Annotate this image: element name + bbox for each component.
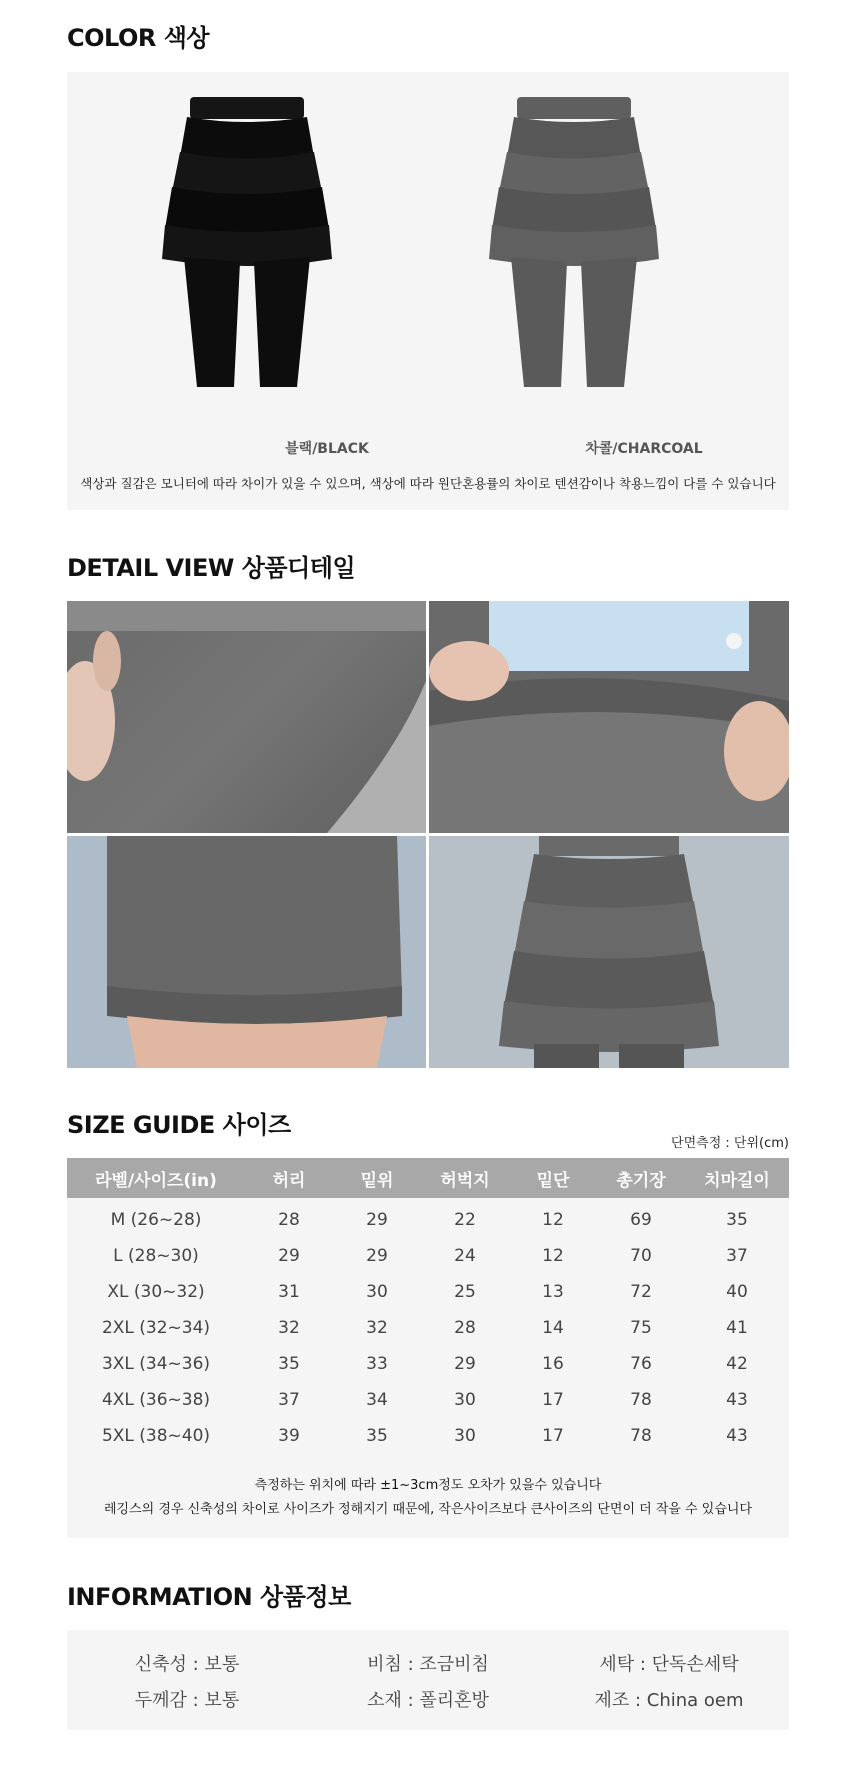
table-cell: 69 <box>630 1210 652 1230</box>
col-header: 밑단 <box>509 1158 597 1198</box>
table-cell: 14 <box>542 1318 564 1338</box>
size-label: 3XL (34~36) <box>101 1354 211 1374</box>
table-cell: 40 <box>726 1282 748 1302</box>
info-panel <box>67 1630 789 1730</box>
table-cell: 75 <box>630 1318 652 1338</box>
table-cell: 13 <box>542 1282 564 1302</box>
table-cell: 76 <box>630 1354 652 1374</box>
table-cell: 29 <box>366 1210 388 1230</box>
table-cell: 31 <box>278 1282 300 1302</box>
color-panel <box>67 72 789 510</box>
table-cell: 28 <box>454 1318 476 1338</box>
table-cell: 32 <box>278 1318 300 1338</box>
info-washing: 세탁 : 단독손세탁 <box>599 1654 739 1675</box>
info-stretch: 신축성 : 보통 <box>134 1654 240 1675</box>
table-row <box>67 1274 789 1310</box>
table-cell: 12 <box>542 1210 564 1230</box>
table-row <box>67 1382 789 1418</box>
table-cell: 30 <box>454 1390 476 1410</box>
table-cell: 41 <box>726 1318 748 1338</box>
col-header: 치마길이 <box>685 1158 789 1198</box>
table-cell: 30 <box>454 1426 476 1446</box>
table-cell: 28 <box>278 1210 300 1230</box>
table-cell: 33 <box>366 1354 388 1374</box>
detail-heading: DETAIL VIEW 상품디테일 <box>67 554 356 582</box>
table-cell: 42 <box>726 1354 748 1374</box>
info-sheerness: 비침 : 조금비침 <box>367 1654 489 1675</box>
black-pants-image <box>162 97 332 387</box>
size-label: M (26~28) <box>110 1210 202 1230</box>
table-row <box>67 1346 789 1382</box>
charcoal-label: 차콜/CHARCOAL <box>585 441 703 457</box>
table-row <box>67 1238 789 1274</box>
table-cell: 29 <box>454 1354 476 1374</box>
table-cell: 43 <box>726 1390 748 1410</box>
table-cell: 70 <box>630 1246 652 1266</box>
size-table-header <box>67 1158 789 1198</box>
info-manufacture: 제조 : China oem <box>594 1690 744 1711</box>
table-cell: 35 <box>726 1210 748 1230</box>
info-material: 소재 : 폴리혼방 <box>367 1690 489 1711</box>
detail-photo-fabric-stretch <box>67 601 426 833</box>
table-cell: 32 <box>366 1318 388 1338</box>
table-cell: 12 <box>542 1246 564 1266</box>
table-cell: 30 <box>366 1282 388 1302</box>
info-heading: INFORMATION 상품정보 <box>67 1583 351 1611</box>
table-cell: 35 <box>366 1426 388 1446</box>
table-cell: 72 <box>630 1282 652 1302</box>
unit-note: 단면측정 : 단위(cm) <box>671 1136 789 1151</box>
size-note-2: 레깅스의 경우 신축성의 차이로 사이즈가 정해지기 때문에, 작은사이즈보다 큰사이즈의 단면이 더 작을 수 있습니다 <box>103 1502 753 1517</box>
table-cell: 43 <box>726 1426 748 1446</box>
table-cell: 37 <box>278 1390 300 1410</box>
color-heading: COLOR 색상 <box>67 24 210 52</box>
table-cell: 78 <box>630 1426 652 1446</box>
detail-photo-ruffles <box>429 836 789 1068</box>
table-cell: 39 <box>278 1426 300 1446</box>
col-header: 허벅지 <box>421 1158 509 1198</box>
table-cell: 16 <box>542 1354 564 1374</box>
table-cell: 24 <box>454 1246 476 1266</box>
col-header: 총기장 <box>597 1158 685 1198</box>
col-header: 허리 <box>245 1158 333 1198</box>
size-label: 4XL (36~38) <box>101 1390 211 1410</box>
size-label: 2XL (32~34) <box>101 1318 211 1338</box>
table-cell: 17 <box>542 1390 564 1410</box>
detail-photo-waistband <box>429 601 789 833</box>
table-cell: 22 <box>454 1210 476 1230</box>
charcoal-pants-image <box>489 97 659 387</box>
table-cell: 29 <box>366 1246 388 1266</box>
info-thickness: 두께감 : 보통 <box>134 1690 240 1711</box>
table-row <box>67 1418 789 1454</box>
table-cell: 78 <box>630 1390 652 1410</box>
col-header: 밑위 <box>333 1158 421 1198</box>
size-label: 5XL (38~40) <box>101 1426 211 1446</box>
size-label: L (28~30) <box>113 1246 199 1266</box>
table-cell: 29 <box>278 1246 300 1266</box>
black-label: 블랙/BLACK <box>285 441 369 457</box>
table-row <box>67 1310 789 1346</box>
size-table <box>67 1158 789 1454</box>
table-cell: 37 <box>726 1246 748 1266</box>
col-header: 라벨/사이즈(in) <box>67 1158 245 1198</box>
detail-photo-hem <box>67 836 426 1068</box>
size-note-1: 측정하는 위치에 따라 ±1~3cm정도 오차가 있을수 있습니다 <box>254 1478 602 1493</box>
table-row <box>67 1202 789 1238</box>
table-cell: 34 <box>366 1390 388 1410</box>
size-label: XL (30~32) <box>107 1282 205 1302</box>
table-cell: 35 <box>278 1354 300 1374</box>
size-heading: SIZE GUIDE 사이즈 <box>67 1111 291 1139</box>
table-cell: 17 <box>542 1426 564 1446</box>
table-cell: 25 <box>454 1282 476 1302</box>
color-note: 색상과 질감은 모니터에 따라 차이가 있을 수 있으며, 색상에 따라 원단혼용률의 차이로 텐션감이나 착용느낌이 다를 수 있습니다 <box>80 476 776 491</box>
